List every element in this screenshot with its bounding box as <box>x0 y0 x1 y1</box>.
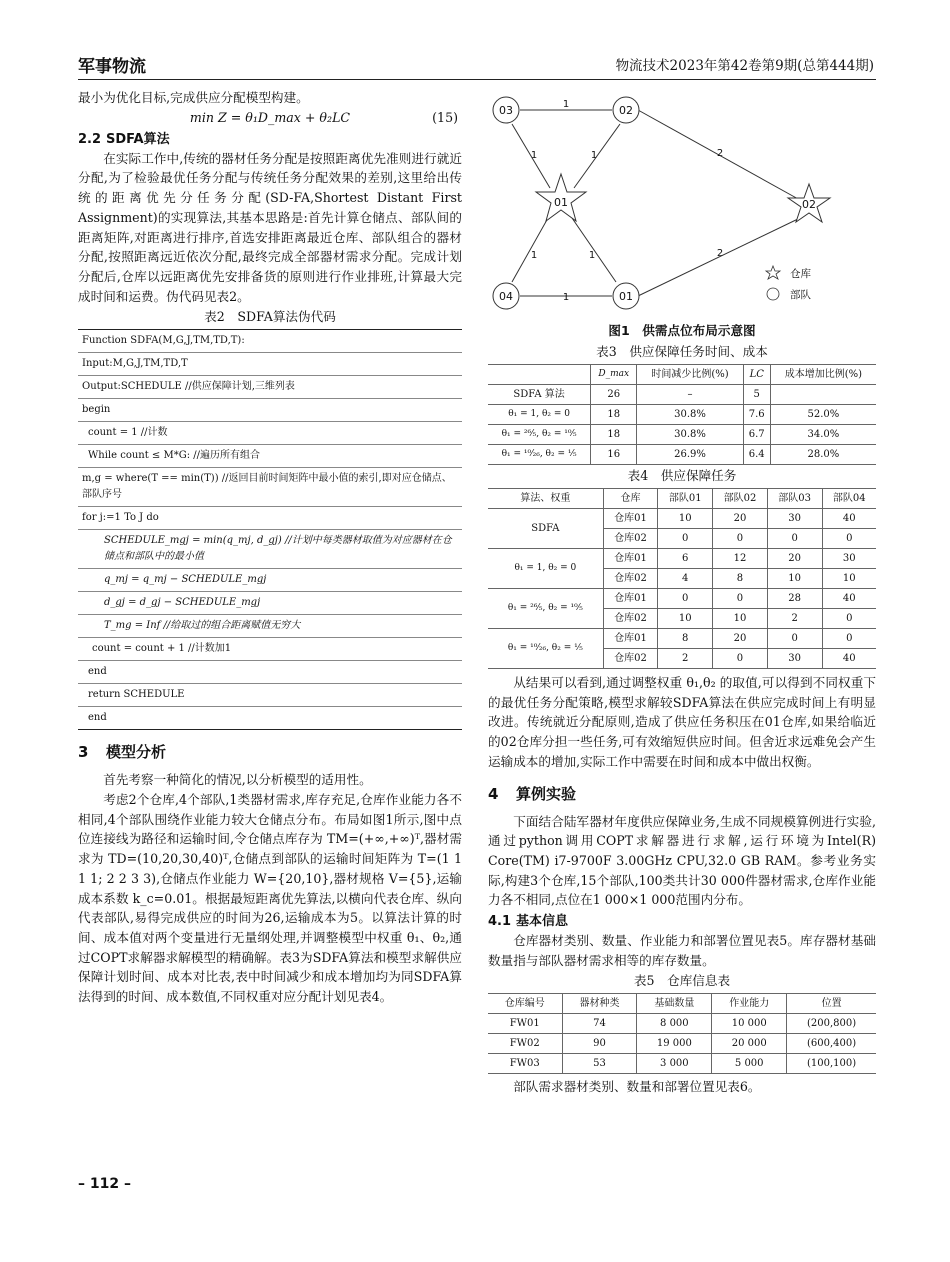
cell: 8 <box>713 569 768 589</box>
cell: 5 000 <box>712 1054 787 1074</box>
section-4-heading <box>488 782 876 806</box>
cell: 18 <box>591 405 637 425</box>
pseudocode-table <box>78 329 462 730</box>
table-3 <box>488 364 876 465</box>
table-row <box>488 1014 876 1034</box>
cell: 26 <box>591 385 637 405</box>
cell: 6.7 <box>743 425 770 445</box>
header-cell: 位置 <box>787 994 876 1014</box>
cell: θ₁ = 1, θ₂ = 0 <box>488 405 591 425</box>
cell: 8 000 <box>637 1014 712 1034</box>
code-line: begin <box>78 399 462 422</box>
cell: 6 <box>658 549 713 569</box>
node-label: 04 <box>499 290 513 303</box>
code-line: While count ≤ M*G: //遍历所有组合 <box>78 445 462 468</box>
sdfa-paragraph: 在实际工作中,传统的器材任务分配是按照距离优先准则进行就近分配,为了检验最优任务分配与传统任务分配效果的差别,这里给出传统的距离优先分任务分配(SD-FA,Shortest Distant First Assignment)的实现算法,其基本思路是:首先计算仓储点、部队间的距离矩阵,对距离进行排序,首选安排距离最近仓库、部队组合的器材分配,按照距离远近依次分配,最终完成全部器材需求分配。完成计划分配后,仓库以远距离优先安排备货的原则进行作业排班,计算最大完成时间和运费。伪代码见表2。 <box>78 150 462 304</box>
legend-circle-icon <box>767 288 779 300</box>
table-4 <box>488 488 876 669</box>
section-title: SDFA算法 <box>106 131 170 147</box>
table-row <box>488 1054 876 1074</box>
node-label: 02 <box>619 104 633 117</box>
code-line: count = 1 //计数 <box>78 422 462 445</box>
edge-label: 1 <box>530 150 538 161</box>
cell: 74 <box>562 1014 637 1034</box>
cell: 0 <box>822 629 876 649</box>
cell: 10 <box>767 569 822 589</box>
code-line: Function SDFA(M,G,J,TM,TD,T): <box>82 335 245 347</box>
table5-caption: 表5 仓库信息表 <box>633 973 731 989</box>
header-cell: LC <box>743 365 770 385</box>
code-line: Output:SCHEDULE //供应保障计划,三维列表 <box>78 376 462 399</box>
cell: 20 <box>713 629 768 649</box>
edge-label: 1 <box>530 250 538 261</box>
cell: 4 <box>658 569 713 589</box>
basic-info-paragraph: 仓库器材类别、数量、作业能力和部署位置见表5。库存器材基础数量指与部队器材需求相等的库存数量。 <box>488 933 876 968</box>
result-paragraph: 从结果可以看到,通过调整权重 θ₁,θ₂ 的取值,可以得到不同权重下的最优任务分配策略,模型求解较SDFA算法在供应完成时间上有明显改进。传统就近分配原则,造成了供应任务积压在01仓库,如果给临近的02仓库分担一些任务,可有效缩短供应时间。但舍近求远难免会产生运输成本的增加,实际工作中需要在时间和成本中做出权衡。 <box>488 675 876 769</box>
cell: 30.8% <box>637 405 743 425</box>
figure-1 <box>488 88 876 320</box>
header-cell <box>488 365 591 385</box>
cell: 2 <box>767 609 822 629</box>
code-line: end <box>78 707 462 730</box>
cell: 90 <box>562 1034 637 1054</box>
edge-label: 1 <box>588 250 596 261</box>
code-line: count = count + 1 //计数加1 <box>78 638 462 661</box>
group-label: SDFA <box>488 509 603 549</box>
cell: FW01 <box>488 1014 562 1034</box>
page-number: – 112 – <box>78 1176 131 1192</box>
header-cell: 时间减少比例(%) <box>637 365 743 385</box>
cell: 20 000 <box>712 1034 787 1054</box>
code-line: d_gj = d_gj − SCHEDULE_mgj <box>78 592 462 615</box>
header-cell: D_max <box>591 365 637 385</box>
cell <box>770 385 876 405</box>
section-number: 2.2 <box>78 131 102 147</box>
cell: 18 <box>591 425 637 445</box>
table-row <box>488 405 876 425</box>
cell: 30 <box>767 509 822 529</box>
cell: SDFA 算法 <box>488 385 591 405</box>
cell: 0 <box>658 529 713 549</box>
cell: θ₁ = ²⁶⁄₅, θ₂ = ¹⁰⁄₅ <box>488 425 591 445</box>
cell: 仓库02 <box>603 569 658 589</box>
cell: 仓库01 <box>603 549 658 569</box>
cell: 40 <box>822 589 876 609</box>
equation-15-number: (15) <box>432 109 458 125</box>
node-label: 02 <box>802 198 816 211</box>
cell: 0 <box>767 629 822 649</box>
table-header-row <box>488 365 876 385</box>
section-title: 基本信息 <box>516 914 569 930</box>
cell: 0 <box>713 649 768 669</box>
cell: 7.6 <box>743 405 770 425</box>
journal-section-title: 军事物流 <box>78 57 146 77</box>
intro-text: 最小为优化目标,完成供应分配模型构建。 <box>78 90 309 105</box>
cell: 12 <box>713 549 768 569</box>
cell: 19 000 <box>637 1034 712 1054</box>
code-line: return SCHEDULE <box>78 684 462 707</box>
layout-diagram <box>488 88 876 320</box>
legend-depot-label: 仓库 <box>790 268 811 280</box>
cell: (100,100) <box>787 1054 876 1074</box>
header-cell: 仓库 <box>603 489 658 509</box>
cell: 40 <box>822 509 876 529</box>
closing-text: 部队需求器材类别、数量和部署位置见表6。 <box>513 1079 761 1095</box>
edge-label: 2 <box>716 248 724 259</box>
cell: 3 000 <box>637 1054 712 1074</box>
code-line: SCHEDULE_mgj = min(q_mj, d_gj) //计划中每类器材取值为对应器材在仓储点和部队中的最小值 <box>78 530 462 569</box>
cell: 28.0% <box>770 445 876 465</box>
cell: 16 <box>591 445 637 465</box>
figure1-caption: 图1 供需点位布局示意图 <box>608 323 756 338</box>
section-number: 4.1 <box>488 914 512 930</box>
code-line: q_mj = q_mj − SCHEDULE_mgj <box>78 569 462 592</box>
cell: 28 <box>767 589 822 609</box>
node-label: 01 <box>554 196 568 209</box>
cell: 0 <box>658 589 713 609</box>
cell: 仓库02 <box>603 649 658 669</box>
table-row <box>488 425 876 445</box>
cell: 34.0% <box>770 425 876 445</box>
equation-15 <box>78 108 462 128</box>
section-4-1-heading <box>488 912 876 931</box>
cell: – <box>637 385 743 405</box>
cell: 仓库01 <box>603 629 658 649</box>
table-5 <box>488 993 876 1074</box>
cell: 仓库02 <box>603 609 658 629</box>
cell: 30 <box>767 649 822 669</box>
code-line: for j:=1 To J do <box>78 507 462 530</box>
cell: 30.8% <box>637 425 743 445</box>
legend-troop-label: 部队 <box>790 289 811 301</box>
table-row <box>488 385 876 405</box>
cell: 26.9% <box>637 445 743 465</box>
table4-caption: 表4 供应保障任务 <box>627 468 737 483</box>
edge-label: 2 <box>716 148 724 159</box>
node-label: 01 <box>619 290 633 303</box>
cell: 8 <box>658 629 713 649</box>
experiment-paragraph: 下面结合陆军器材年度供应保障业务,生成不同规模算例进行实验,通过python调用COPT求解器进行求解,运行环境为Intel(R) Core(TM) i7-9700F 3.00GHz CPU,32.0 GB RAM。参考业务实际,构建3个仓库,15个部队,100类共计30 000件器材需求,仓库作业能力各不相同,点位在1 000×1 000范围内分布。 <box>488 813 876 908</box>
cell: 仓库01 <box>603 509 658 529</box>
edge-label: 1 <box>562 292 570 303</box>
node-label: 03 <box>499 104 513 117</box>
code-line: m,g = where(T == min(T)) //返回目前时间矩阵中最小值的索引,即对应仓储点、部队序号 <box>78 468 462 507</box>
edge-label: 1 <box>562 99 570 110</box>
header-cell: 成本增加比例(%) <box>770 365 876 385</box>
table-header-row <box>488 489 876 509</box>
group-label: θ₁ = ²⁶⁄₅, θ₂ = ¹⁰⁄₅ <box>488 589 603 629</box>
model-analysis-para-1: 首先考察一种简化的情况,以分析模型的适用性。 <box>103 772 372 788</box>
cell: 40 <box>822 649 876 669</box>
code-line: T_mg = Inf //给取过的组合距离赋值无穷大 <box>78 615 462 638</box>
cell: 53 <box>562 1054 637 1074</box>
table2-caption: 表2 SDFA算法伪代码 <box>204 309 336 325</box>
cell: 10 000 <box>712 1014 787 1034</box>
header-cell: 作业能力 <box>712 994 787 1014</box>
section-number: 4 <box>488 784 499 803</box>
header-cell: 部队03 <box>767 489 822 509</box>
table-row <box>488 589 876 609</box>
cell: 2 <box>658 649 713 669</box>
code-line: end <box>78 661 462 684</box>
header-cell: 算法、权重 <box>488 489 603 509</box>
cell: 20 <box>713 509 768 529</box>
cell: 10 <box>658 609 713 629</box>
equation-15-body: min Z = θ₁D_max + θ₂LC <box>189 109 351 125</box>
section-title: 算例实验 <box>516 784 577 803</box>
cell: (600,400) <box>787 1034 876 1054</box>
cell: 0 <box>767 529 822 549</box>
cell: 仓库02 <box>603 529 658 549</box>
cell: 10 <box>713 609 768 629</box>
cell: 5 <box>743 385 770 405</box>
table3-caption: 表3 供应保障任务时间、成本 <box>596 344 768 359</box>
table-row <box>488 629 876 649</box>
section-number: 3 <box>78 743 89 762</box>
section-3-heading <box>78 740 462 764</box>
cell: (200,800) <box>787 1014 876 1034</box>
header-cell: 部队02 <box>713 489 768 509</box>
table-row <box>488 509 876 529</box>
cell: 10 <box>822 569 876 589</box>
cell: θ₁ = ¹⁰⁄₂₆, θ₂ = ¹⁄₅ <box>488 445 591 465</box>
header-divider <box>78 79 876 80</box>
header-cell: 部队04 <box>822 489 876 509</box>
header-cell: 器材种类 <box>562 994 637 1014</box>
table-row <box>488 549 876 569</box>
section-title: 模型分析 <box>106 743 167 762</box>
group-label: θ₁ = 1, θ₂ = 0 <box>488 549 603 589</box>
header-cell: 基础数量 <box>637 994 712 1014</box>
cell: 0 <box>822 609 876 629</box>
table-header-row <box>488 994 876 1014</box>
table-row <box>488 445 876 465</box>
cell: FW03 <box>488 1054 562 1074</box>
journal-issue: 物流技术2023年第42卷第9期(总第444期) <box>615 58 874 74</box>
legend-star-icon <box>766 266 780 279</box>
group-label: θ₁ = ¹⁰⁄₂₆, θ₂ = ¹⁄₅ <box>488 629 603 669</box>
section-2-2-heading <box>78 130 462 149</box>
cell: 52.0% <box>770 405 876 425</box>
cell: 30 <box>822 549 876 569</box>
cell: 20 <box>767 549 822 569</box>
header-cell: 部队01 <box>658 489 713 509</box>
cell: 6.4 <box>743 445 770 465</box>
edge-label: 1 <box>590 150 598 161</box>
table-row <box>488 1034 876 1054</box>
cell: 0 <box>713 529 768 549</box>
header-cell: 仓库编号 <box>488 994 562 1014</box>
cell: 仓库01 <box>603 589 658 609</box>
left-column <box>78 88 462 1007</box>
model-analysis-para-2: 考虑2个仓库,4个部队,1类器材需求,库存充足,仓库作业能力各不相同,4个部队围绕作业能力较大仓储点分布。布局如图1所示,图中点位连接线为路径和运输时间,令仓储点库存为 TM=(+∞,+∞)ᵀ,器材需求为 TD=(10,20,30,40)ᵀ,仓储点到部队的运输时间矩阵为 T=(1 1 1 1; 2 2 3 3),仓储点作业能力 W={20,10},器材规格 V={5},运输成本系数 k_c=0.01。根据最短距离优先算法,以横向代表仓库、纵向代表部队,易得完成供应的时间为26,运输成本为5。以算法计算的时间、成本值对两个变量进行无量纲处理,并调整模型中权重 θ₁、θ₂,通过COPT求解器求解模型的精确解。表3为SDFA算法和模型求解供应保障计划时间、成本对比表,表中时间减少和成本增加均为同SDFA算法得到的时间、成本数值,不同权重对应分配计划见表4。 <box>78 792 462 1005</box>
cell: 10 <box>658 509 713 529</box>
cell: 0 <box>713 589 768 609</box>
cell: 0 <box>822 529 876 549</box>
code-line: Input:M,G,J,TM,TD,T <box>78 353 462 376</box>
right-column <box>488 88 876 1097</box>
cell: FW02 <box>488 1034 562 1054</box>
